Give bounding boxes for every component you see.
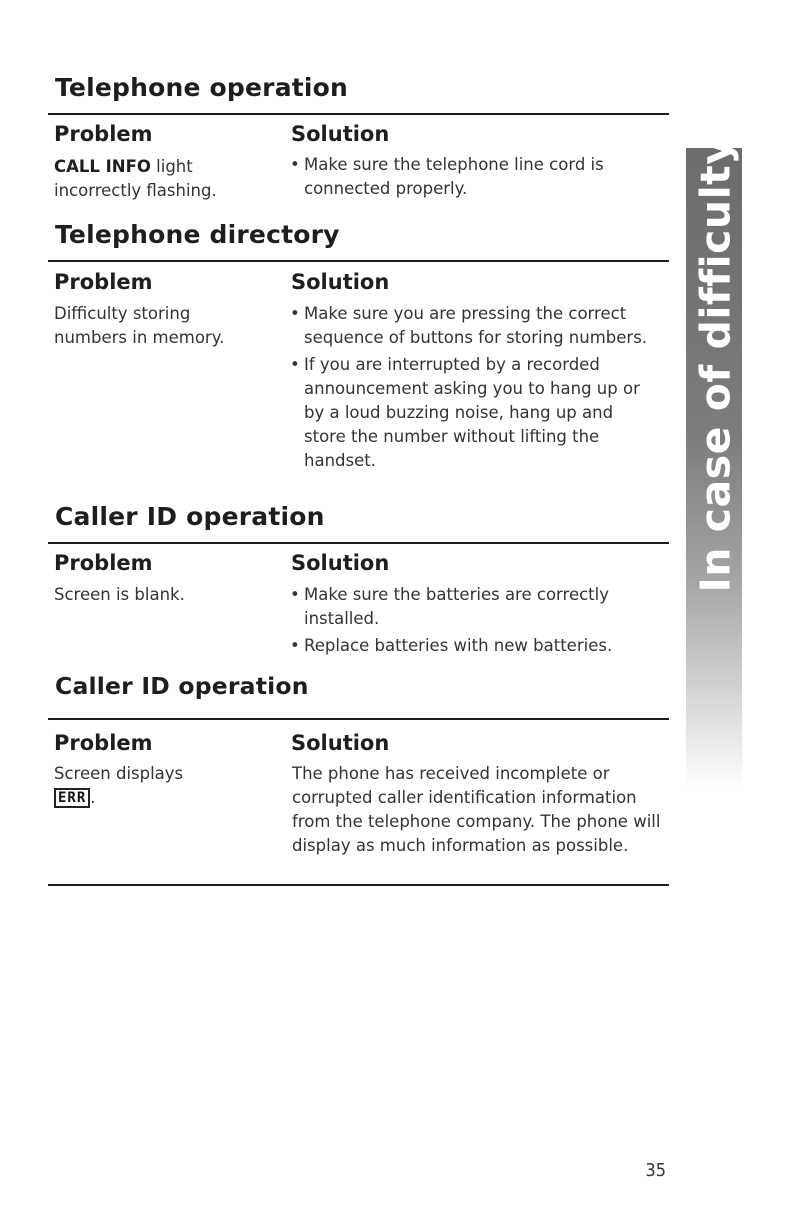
section-title-telephone-directory: Telephone directory	[55, 220, 340, 249]
section-divider	[48, 542, 669, 544]
section-divider	[48, 718, 669, 720]
solution-list	[287, 153, 669, 204]
solution-heading: Solution	[291, 270, 390, 294]
bullet-glyph: •	[290, 155, 300, 174]
problem-description: light incorrectly flashing.	[54, 157, 217, 200]
section-divider	[48, 884, 669, 886]
problem-heading: Problem	[54, 270, 153, 294]
section-title-caller-id-operation: Caller ID operation	[55, 502, 325, 531]
solution-text: The phone has received incomplete or corrupted caller identification information from the telephone company. The phone will display as much information as possible.	[292, 764, 661, 855]
solution-list	[287, 302, 669, 476]
bullet-glyph: •	[290, 636, 300, 655]
problem-heading: Problem	[54, 122, 153, 146]
bullet-glyph: •	[290, 355, 300, 374]
section-divider	[48, 260, 669, 262]
problem-text: Difficulty storing numbers in memory.	[54, 304, 225, 347]
solution-heading: Solution	[291, 122, 390, 146]
solution-item: • Make sure the batteries are correctly installed.	[290, 585, 609, 628]
solution-heading: Solution	[291, 551, 390, 575]
solution-list	[287, 583, 669, 661]
solution-item: • If you are interrupted by a recorded announcement asking you to hang up or by a loud buzzing noise, hang up and store the number without lifting the handset.	[290, 355, 640, 470]
err-display-indicator: ERR	[54, 788, 90, 808]
problem-heading: Problem	[54, 731, 153, 755]
side-tab	[690, 137, 740, 593]
section-divider	[48, 113, 669, 115]
bullet-glyph: •	[290, 585, 300, 604]
problem-text: Screen is blank.	[54, 585, 185, 604]
bullet-glyph: •	[290, 304, 300, 323]
call-info-label: CALL INFO	[54, 157, 151, 176]
side-tab-label: In case of difficulty	[691, 137, 739, 593]
solution-item: • Make sure you are pressing the correct sequence of buttons for storing numbers.	[290, 304, 648, 347]
section-title-telephone-operation: Telephone operation	[55, 73, 349, 102]
problem-heading: Problem	[54, 551, 153, 575]
section-title-caller-id-operation: Caller ID operation	[55, 672, 309, 700]
problem-text: Screen displays ERR .	[54, 764, 184, 807]
solution-heading: Solution	[291, 731, 390, 755]
problem-text	[54, 155, 269, 203]
solution-item: • Make sure the telephone line cord is connected properly.	[290, 155, 604, 198]
solution-item: • Replace batteries with new batteries.	[287, 634, 669, 658]
problem-description: Screen displays	[54, 764, 184, 783]
page-number: 35	[645, 1160, 666, 1181]
